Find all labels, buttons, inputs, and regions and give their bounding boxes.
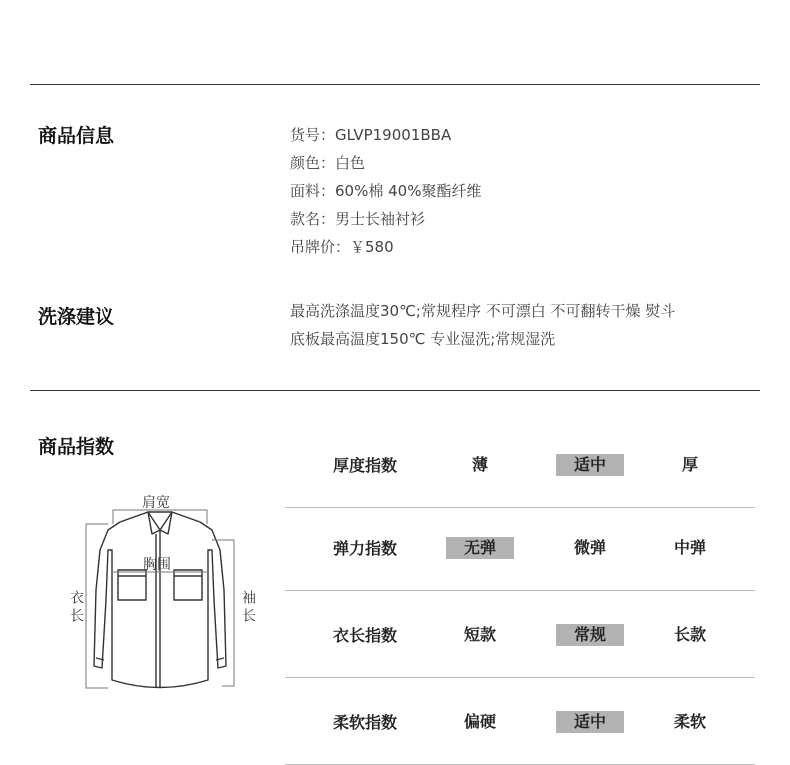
washing-line-1: 最高洗涤温度30℃;常规程序 不可漂白 不可翻转干燥 熨斗 (290, 302, 676, 320)
info-fabric: 面料：60%棉 40%聚酯纤维 (290, 182, 482, 200)
length-option-short: 短款 (463, 624, 496, 644)
sleeve-length-label: 袖长 (240, 590, 256, 626)
washing-title: 洗涤建议 (38, 306, 115, 328)
elasticity-index-row (285, 504, 755, 591)
elasticity-option-medium: 中弹 (673, 537, 706, 557)
info-sku: 货号：GLVP19001BBA (290, 126, 452, 144)
thickness-option-medium-selected: 适中 (556, 454, 624, 476)
elasticity-option-slight: 微弹 (573, 537, 606, 557)
info-color: 颜色：白色 (290, 154, 366, 172)
softness-option-stiff: 偏硬 (463, 711, 496, 731)
shoulder-width-label: 肩宽 (142, 495, 170, 511)
shirt-size-diagram (60, 490, 260, 710)
middle-divider (30, 390, 760, 391)
length-option-long: 长款 (673, 624, 706, 644)
thickness-index-row (285, 421, 755, 508)
softness-index-label: 柔软指数 (332, 713, 397, 732)
softness-option-soft: 柔软 (673, 711, 706, 731)
length-index-label: 衣长指数 (332, 626, 397, 645)
product-info-title: 商品信息 (38, 125, 115, 147)
washing-line-2: 底板最高温度150℃ 专业湿洗;常规湿洗 (290, 330, 556, 348)
thickness-index-label: 厚度指数 (332, 456, 397, 475)
softness-index-row (285, 678, 755, 765)
length-index-row (285, 591, 755, 678)
softness-option-medium-selected: 适中 (556, 711, 624, 733)
top-divider (30, 84, 760, 85)
elasticity-option-none-selected: 无弹 (446, 537, 514, 559)
info-tag-price: 吊牌价：￥580 (290, 238, 394, 256)
thickness-option-thick: 厚 (681, 454, 698, 474)
chest-label: 胸围 (143, 557, 171, 573)
elasticity-index-label: 弹力指数 (332, 539, 397, 558)
washing-text (290, 297, 760, 353)
length-option-regular-selected: 常规 (556, 624, 624, 646)
info-style-name: 款名：男士长袖衬衫 (290, 210, 426, 228)
length-label: 衣长 (68, 590, 84, 626)
thickness-option-thin: 薄 (471, 454, 488, 474)
product-index-title: 商品指数 (38, 436, 115, 458)
